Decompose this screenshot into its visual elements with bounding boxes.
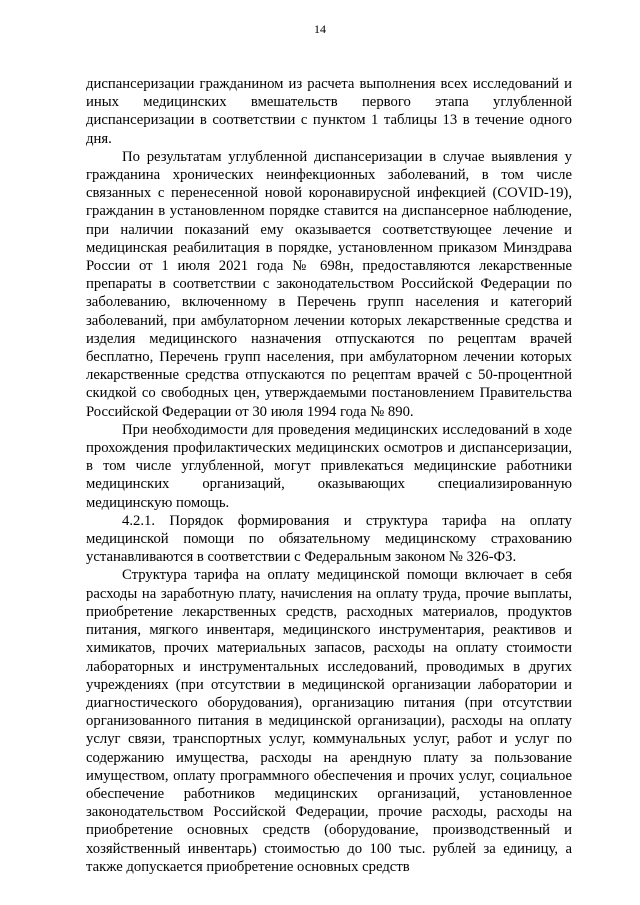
page-number: 14: [314, 22, 326, 36]
paragraph-tariff-structure: Структура тарифа на оплату медицинской помощи включает в себя расходы на заработную плату, начисления на оплату труда, прочие выплаты, приобретение лекарственных средств, расходных материалов, продуктов питания, мягкого инвентаря, медицинского инструментария, реактивов и химикатов, прочих материальных запасов, расходы на оплату стоимости лабораторных и инструментальных исследований, проводимых в других учреждениях (при отсутствии в медицинской организации лаборатории и диагностического оборудования), организацию питания (при отсутствии организованного питания в медицинской организации), расходы на оплату услуг связи, транспортных услуг, коммунальных услуг, работ и услуг по содержанию имущества, расходы на арендную плату за пользование имуществом, оплату программного обеспечения и прочих услуг, социальное обеспечение работников медицинских организаций, установленное законодательством Российской Федерации, прочие расходы, расходы на приобретение основных средств (оборудование, производственный и хозяйственный инвентарь) стоимостью до 100 тыс. рублей за единицу, а также допускается приобретение основных средств: [86, 567, 572, 875]
paragraph-specialist-involvement: При необходимости для проведения медицинских исследований в ходе прохождения профилактических медицинских осмотров и диспансеризации, в том числе углубленной, могут привлекаться медицинские работники медицинских организаций, оказывающих специализированную медицинскую помощь.: [86, 421, 572, 511]
paragraph-in-depth-examination-results: По результатам углубленной диспансеризации в случае выявления у гражданина хронических неинфекционных заболеваний, в том числе связанных с перенесенной новой коронавирусной инфекцией (COVID-19), гражданин в установленном порядке ставится на диспансерное наблюдение, при наличии показаний ему оказывается соответствующее лечение и медицинская реабилитация в порядке, установленном приказом Минздрава России от 1 июля 2021 года № 698н, предоставляются лекарственные препараты в соответствии с законодательством Российской Федерации по заболеванию, включенному в Перечень групп населения и категорий заболеваний, при амбулаторном лечении которых лекарственные средства и изделия медицинского назначения отпускаются по рецептам врачей бесплатно, Перечень групп населения, при амбулаторном лечении которых лекарственные средства отпускаются по рецептам врачей с 50-процентной скидкой со свободных цен, утверждаемыми постановлением Правительства Российской Федерации от 30 июля 1994 года № 890.: [86, 148, 572, 420]
paragraph-section-4-2-1: 4.2.1. Порядок формирования и структура тарифа на оплату медицинской помощи по обязательному медицинскому страхованию устанавливаются в соответствии с Федеральным законом № 326-ФЗ.: [86, 512, 572, 566]
paragraph-continuation: диспансеризации гражданином из расчета выполнения всех исследований и иных медицинских вмешательств первого этапа углубленной диспансеризации в соответствии с пунктом 1 таблицы 13 в течение одного дня.: [86, 76, 572, 147]
document-body: [86, 75, 572, 876]
